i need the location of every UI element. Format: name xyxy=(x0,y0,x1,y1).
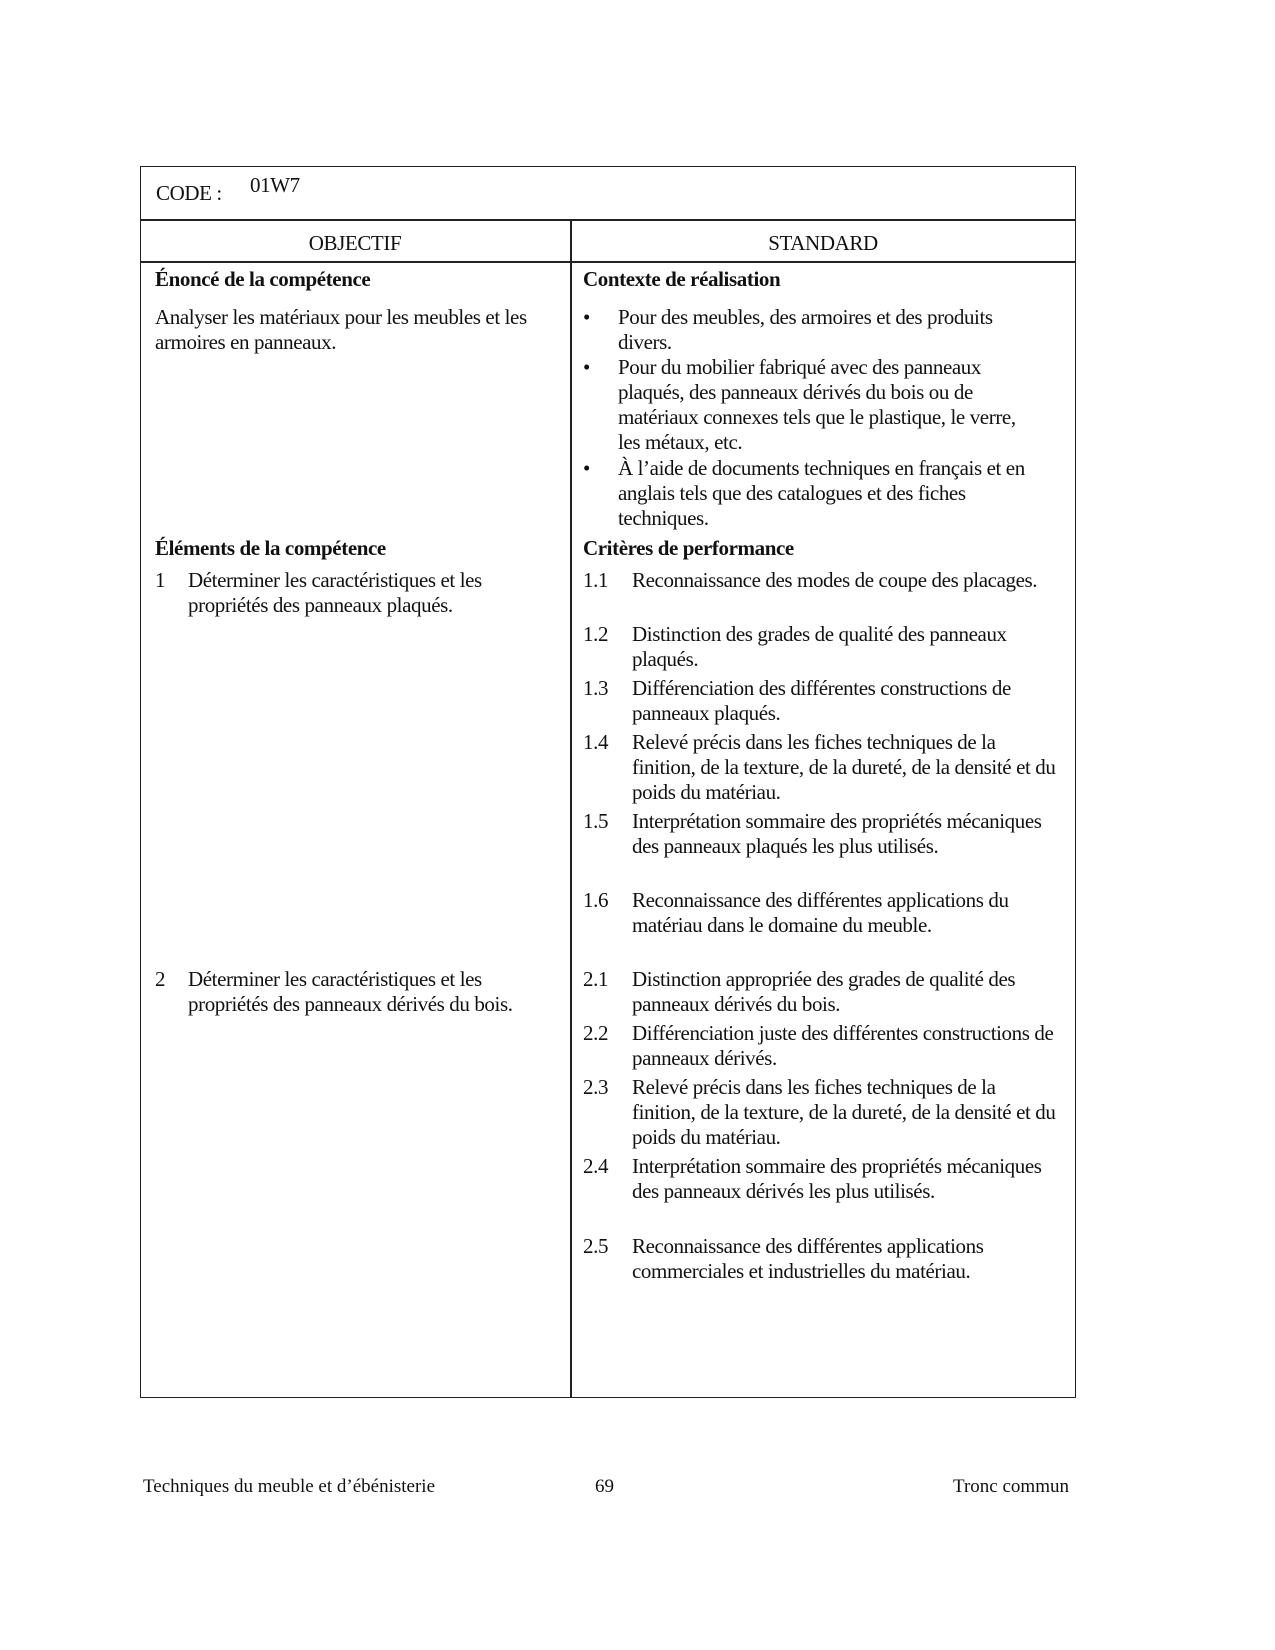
divider xyxy=(140,219,1076,221)
critere-item xyxy=(583,1021,1058,1071)
item-text: Relevé précis dans les fiches techniques de la finition, de la texture, de la dureté, de la densité et du poids du matériau. xyxy=(632,1075,1056,1149)
item-number: 2.4 xyxy=(583,1154,609,1178)
code-value: 01W7 xyxy=(250,173,300,197)
item-number: 1.3 xyxy=(583,676,609,700)
item-number: 1.5 xyxy=(583,809,609,833)
contexte-bullet xyxy=(583,305,1033,355)
item-text: Interprétation sommaire des propriétés mécaniques des panneaux plaqués les plus utilisés. xyxy=(632,809,1042,858)
item-number: 1.1 xyxy=(583,568,609,592)
critere-item xyxy=(583,1234,1058,1284)
criteres-title: Critères de performance xyxy=(583,536,794,560)
bullet-icon: • xyxy=(583,305,590,329)
item-text: Déterminer les caractéristiques et les propriétés des panneaux plaqués. xyxy=(188,568,482,617)
item-text: Pour des meubles, des armoires et des produits divers. xyxy=(618,305,993,354)
critere-item xyxy=(583,967,1058,1017)
item-number: 1.6 xyxy=(583,888,609,912)
critere-item xyxy=(583,1154,1058,1204)
item-number: 1.4 xyxy=(583,730,609,754)
divider xyxy=(570,219,572,1398)
item-number: 1.2 xyxy=(583,622,609,646)
contexte-bullet xyxy=(583,456,1033,531)
divider xyxy=(140,261,1076,263)
item-text: Interprétation sommaire des propriétés mécaniques des panneaux dérivés les plus utilisés. xyxy=(632,1154,1042,1203)
item-number: 2.3 xyxy=(583,1075,609,1099)
item-number: 2.1 xyxy=(583,967,609,991)
bullet-icon: • xyxy=(583,456,590,480)
enonce-text: Analyser les matériaux pour les meubles et les armoires en panneaux. xyxy=(155,305,527,354)
element-item xyxy=(155,967,555,1017)
critere-item xyxy=(583,676,1058,726)
header-standard: STANDARD xyxy=(768,231,878,255)
item-text: Déterminer les caractéristiques et les propriétés des panneaux dérivés du bois. xyxy=(188,967,513,1016)
item-text: Relevé précis dans les fiches techniques de la finition, de la texture, de la dureté, de la densité et du poids du matériau. xyxy=(632,730,1056,804)
item-text: À l’aide de documents techniques en français et en anglais tels que des catalogues et des fiches techniques. xyxy=(618,456,1025,530)
critere-item xyxy=(583,568,1058,593)
critere-item xyxy=(583,730,1058,805)
item-text: Pour du mobilier fabriqué avec des panneaux plaqués, des panneaux dérivés du bois ou de matériaux connexes tels que le plastique, le verre, les métaux, etc. xyxy=(618,355,1016,454)
item-text: Distinction des grades de qualité des panneaux plaqués. xyxy=(632,622,1007,671)
critere-item xyxy=(583,809,1058,859)
item-text: Différenciation des différentes constructions de panneaux plaqués. xyxy=(632,676,1011,725)
elements-title: Éléments de la compétence xyxy=(155,536,386,560)
item-text: Reconnaissance des différentes applications commerciales et industrielles du matériau. xyxy=(632,1234,984,1283)
contexte-title: Contexte de réalisation xyxy=(583,267,781,291)
item-number: 2 xyxy=(155,967,166,991)
item-text: Différenciation juste des différentes constructions de panneaux dérivés. xyxy=(632,1021,1054,1070)
item-number: 1 xyxy=(155,568,166,592)
contexte-bullet xyxy=(583,355,1033,455)
header-objectif: OBJECTIF xyxy=(308,231,402,255)
critere-item xyxy=(583,888,1058,938)
code-label: CODE : xyxy=(156,181,222,205)
critere-item xyxy=(583,622,1058,672)
element-item xyxy=(155,568,555,618)
item-number: 2.5 xyxy=(583,1234,609,1258)
footer-section: Tronc commun xyxy=(953,1476,1069,1497)
page-number: 69 xyxy=(595,1476,614,1497)
item-text: Reconnaissance des modes de coupe des placages. xyxy=(632,568,1038,592)
item-text: Distinction appropriée des grades de qualité des panneaux dérivés du bois. xyxy=(632,967,1016,1016)
footer-title: Techniques du meuble et d’ébénisterie xyxy=(143,1476,436,1497)
item-text: Reconnaissance des différentes applications du matériau dans le domaine du meuble. xyxy=(632,888,1009,937)
bullet-icon: • xyxy=(583,355,590,379)
item-number: 2.2 xyxy=(583,1021,609,1045)
enonce-title: Énoncé de la compétence xyxy=(155,267,371,291)
critere-item xyxy=(583,1075,1058,1150)
